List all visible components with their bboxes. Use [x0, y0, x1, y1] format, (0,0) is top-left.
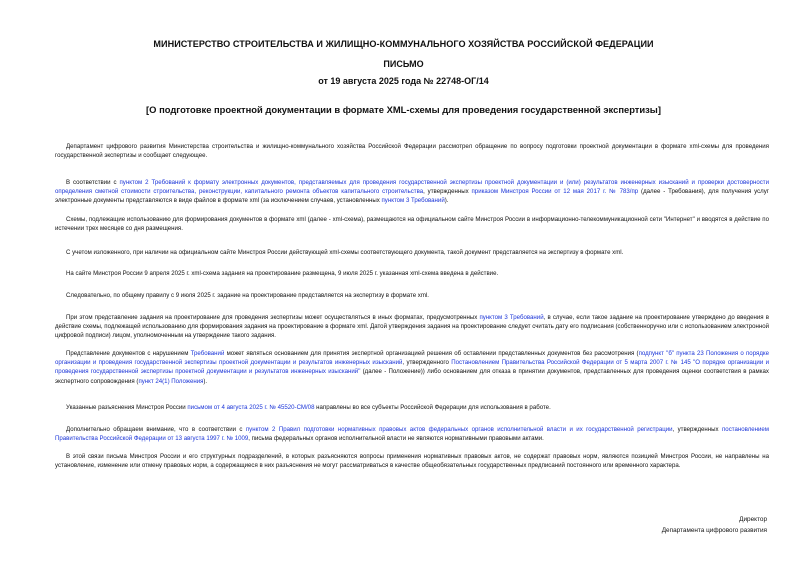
- paragraph-3: Схемы, подлежащие использованию для формирования документов в формате xml (далее - xml-схема), размещаются на официальном сайте Минстроя России в информационно-телекоммуникационной сети "Интернет" и вводятся в действие по истечении трех месяцев со дня размещения.: [55, 216, 769, 233]
- link-subparagraph-b-23[interactable]: подпункт "б" пункта 23 Положения о порядке организации и проведения государственной экспертизы проектной документации и результатов инженерных изысканий: [55, 350, 769, 367]
- link-resolution-145[interactable]: Постановлением Правительства Российской Федерации от 5 марта 2007 г. № 145 "О порядке организации и проведения государственной экспертизы проектной документации и результатов инженерных изысканий": [55, 359, 769, 376]
- paragraph-11: В этой связи письма Минстроя России и его структурных подразделений, в которых разъясняются вопросы применения нормативных правовых актов, не содержат правовых норм, являются позицией Минстроя России, не направлены на установление, изменение или отмену правовых норм, а содержащиеся в них разъяснения не могут рассматриваться в качестве общеобязательных государственных предписаний постоянного или временного характера.: [55, 453, 769, 470]
- paragraph-6: Следовательно, по общему правилу с 9 июля 2025 г. задание на проектирование представляется на экспертизу в формате xml.: [66, 292, 429, 299]
- paragraph-7: При этом представление задания на проектирование для проведения экспертизы может осуществляться в иных форматах, предусмотренных пунктом 3 Требований, в случае, если такое задание на проектирование утверждено до введения в действие схемы, подлежащей использованию для формирования задания на проектирование в формате xml. Датой утверждения задания на проектирование следует считать дату его подписания (собственноручно или с использованием электронной цифровой подписи) лицом, уполномоченным на утверждение такого задания.: [55, 314, 769, 340]
- document-date-number: от 19 августа 2025 года № 22748-ОГ/14: [318, 76, 489, 86]
- paragraph-8: Представление документов с нарушением Требований может являться основанием для принятия экспертной организацией решения об оставлении представленных документов без рассмотрения (подпункт "б" пункта 23 Положения о порядке организации и проведения государственной экспертизы проектной документации и результатов инженерных изысканий, утвержденного Постановлением Правительства Российской Федерации от 5 марта 2007 г. № 145 "О порядке организации и проведения государственной экспертизы проектной документации и результатов инженерных изысканий" (далее - Положение)) либо основанием для отказа в принятии документов, представленных для проведения оценки соответствия в рамках экспертного сопровождения (пункт 24(1) Положения).: [55, 350, 769, 385]
- document-type: ПИСЬМО: [383, 59, 424, 69]
- ministry-title: МИНИСТЕРСТВО СТРОИТЕЛЬСТВА И ЖИЛИЩНО-КОММУНАЛЬНОГО ХОЗЯЙСТВА РОССИЙСКОЙ ФЕДЕРАЦИИ: [153, 39, 654, 49]
- paragraph-4: С учетом изложенного, при наличии на официальном сайте Минстроя России действующей xml-схемы соответствующего документа, такой документ представляется на экспертизу в формате xml.: [66, 249, 624, 256]
- document-subject: [О подготовке проектной документации в формате XML-схемы для проведения государственной экспертизы]: [146, 104, 661, 115]
- paragraph-9: Указанные разъяснения Минстроя России письмом от 4 августа 2025 г. № 45520-СМ/08 направлены во все субъекты Российской Федерации для использования в работе.: [66, 404, 551, 411]
- paragraph-2: В соответствии с пунктом 2 Требований к формату электронных документов, представляемых для проведения государственной экспертизы проектной документации и (или) результатов инженерных изысканий и проверки достоверности определения сметной стоимости строительства, реконструкции, капитального ремонта объектов капитального строительства, утвержденных приказом Минстроя России от 12 мая 2017 г. № 783/пр (далее - Требования), для получения услуг электронные документы представляются в виде файлов в формате xml (за исключением случаев, установленных пунктом 3 Требований).: [55, 179, 769, 205]
- signature-department: Департамента цифрового развития: [661, 527, 767, 534]
- link-resolution-1009[interactable]: постановлением Правительства Российской Федерации от 13 августа 1997 г. № 1009: [55, 426, 769, 443]
- link-letter-45520[interactable]: письмом от 4 августа 2025 г. № 45520-СМ/08: [187, 404, 315, 411]
- link-rules-paragraph-2[interactable]: пунктом 2 Правил подготовки нормативных правовых актов федеральных органов исполнительной власти и их государственной регистрации: [245, 426, 673, 433]
- signature-position: Директор: [739, 516, 767, 523]
- paragraph-1: Департамент цифрового развития Министерства строительства и жилищно-коммунального хозяйства Российской Федерации рассмотрел обращение по вопросу подготовки проектной документации в формате xml-схемы для проведения государственной экспертизы и сообщает следующее.: [55, 143, 769, 160]
- paragraph-10: Дополнительно обращаем внимание, что в соответствии с пунктом 2 Правил подготовки нормативных правовых актов федеральных органов исполнительной власти и их государственной регистрации, утвержденных постановлением Правительства Российской Федерации от 13 августа 1997 г. № 1009, письма федеральных органов исполнительной власти не являются нормативными правовыми актами.: [55, 426, 769, 443]
- link-requirements-p3-b[interactable]: пунктом 3 Требований: [479, 314, 544, 321]
- paragraph-5: На сайте Минстроя России 9 апреля 2025 г. xml-схема задания на проектирование размещена, 9 июля 2025 г. указанная xml-схема введена в действие.: [66, 270, 499, 277]
- link-order-783[interactable]: приказом Минстроя России от 12 мая 2017 г. № 783/пр: [471, 188, 639, 196]
- link-requirements-p3[interactable]: пунктом 3 Требований: [381, 197, 445, 205]
- link-requirements-p2[interactable]: пунктом 2 Требований к формату электронных документов, представляемых для проведения государственной экспертизы проектной документации и (или) результатов инженерных изысканий и проверки достоверности определения сметной стоимости строительства, реконструкции, капитального ремонта объектов капитального строительства: [55, 179, 769, 196]
- link-requirements[interactable]: Требований: [190, 350, 225, 357]
- link-paragraph-24-1[interactable]: пункт 24(1) Положения: [138, 377, 204, 385]
